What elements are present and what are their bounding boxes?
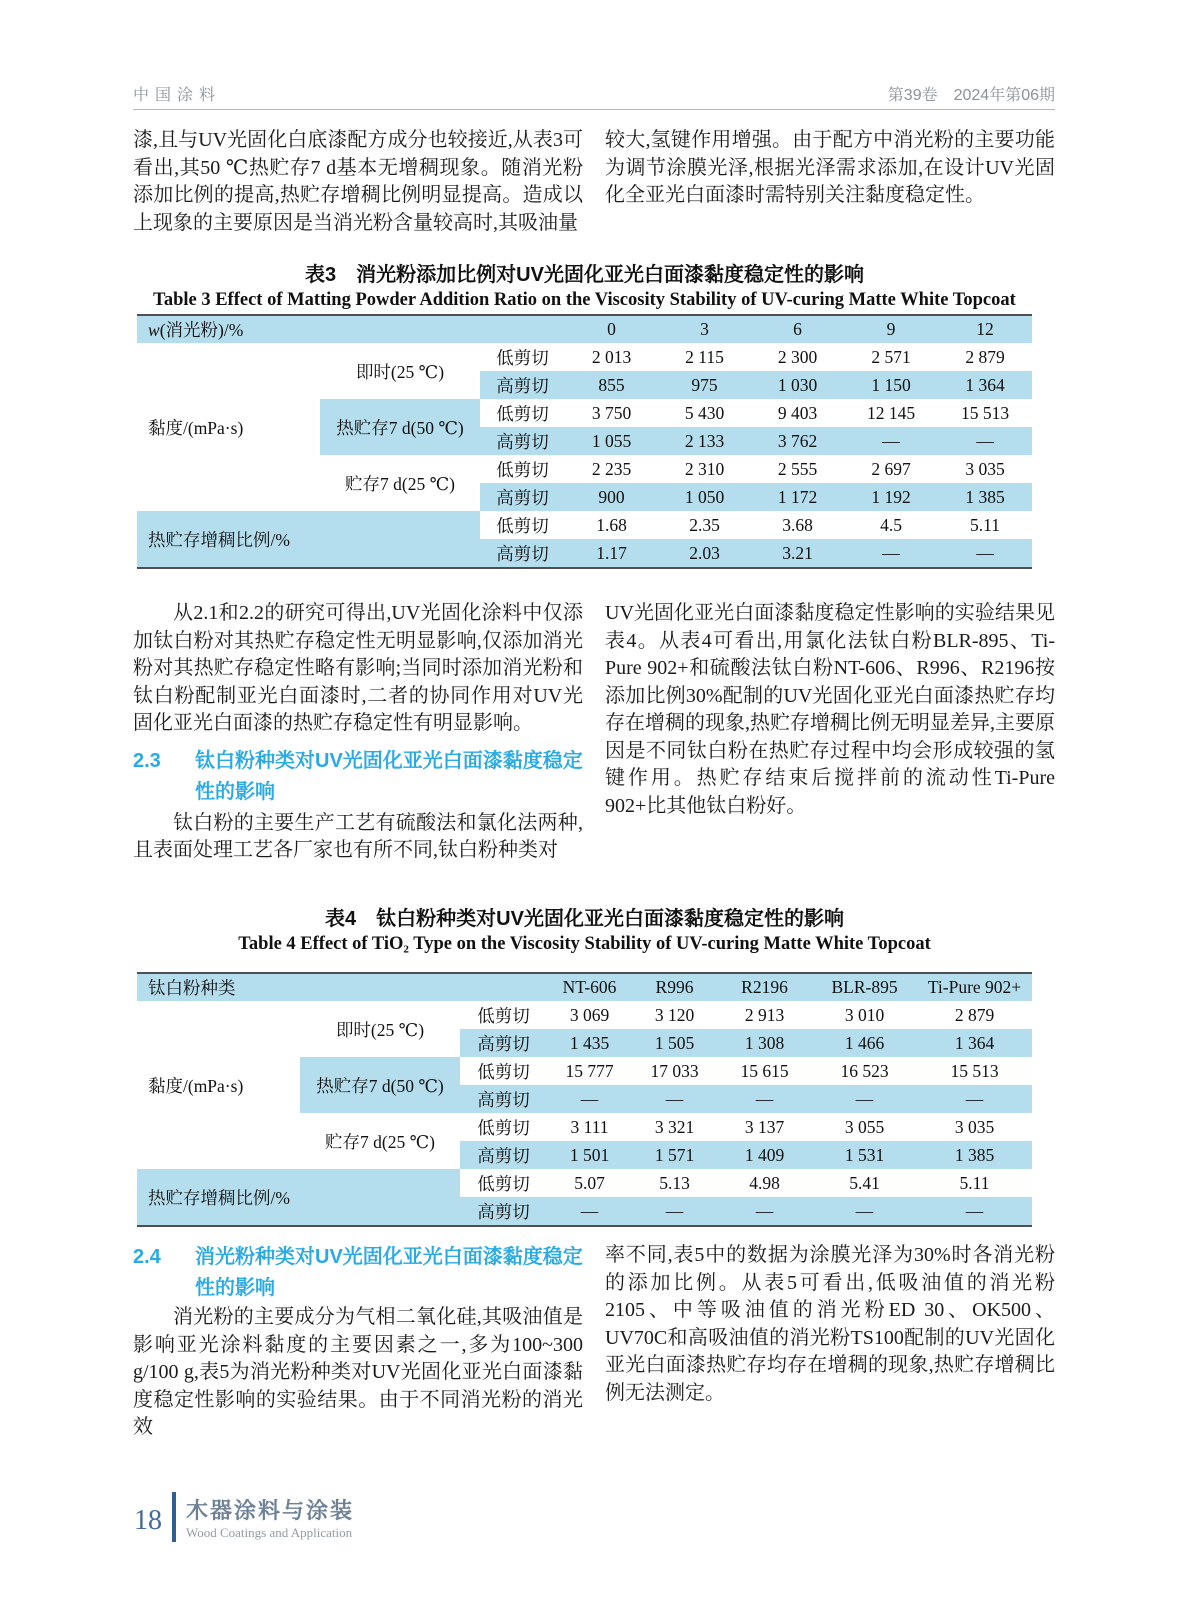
table-4 (137, 972, 1032, 1227)
paragraph: 较大,氢键作用增强。由于配方中消光粉的主要功能为调节涂膜光泽,根据光泽需求添加,在设计UV光固化全亚光白面漆时需特别关注黏度稳定性。 (605, 129, 1055, 206)
table-cell: 1 501 (547, 1141, 632, 1169)
table-cell: — (717, 1197, 812, 1226)
paragraph: 钛白粉的主要生产工艺有硫酸法和氯化法两种,且表面处理工艺各厂家也有所不同,钛白粉种类对 (133, 811, 583, 861)
left-column (133, 1242, 583, 1442)
right-column (605, 600, 1055, 865)
table-cell: 3 035 (965, 458, 1005, 479)
table-cell: 3 069 (569, 1004, 610, 1025)
shear-label: 高剪切 (480, 483, 565, 511)
shear-label: 高剪切 (480, 427, 565, 455)
table-cell: 12 145 (866, 402, 916, 423)
shear-label: 高剪切 (460, 1085, 547, 1113)
table-cell: — (938, 427, 1032, 455)
table-cell: 975 (658, 371, 751, 399)
table-3 (137, 314, 1032, 569)
right-column (605, 1242, 1055, 1442)
table-cell: — (844, 539, 938, 568)
table-cell: — (917, 1085, 1032, 1113)
table-cell: 3 321 (654, 1116, 695, 1137)
table-cell: 1 364 (938, 371, 1032, 399)
condition-label: 热贮存7 d(50 ℃) (320, 399, 480, 455)
table-cell: 2 879 (954, 1004, 995, 1025)
table-cell: — (632, 1085, 717, 1113)
table-row (137, 1169, 1032, 1197)
table3-block (137, 262, 1032, 569)
table4-block (137, 906, 1032, 1227)
table-cell: — (812, 1085, 917, 1113)
table-cell: — (917, 1197, 1032, 1226)
table-cell: 1 308 (717, 1029, 812, 1057)
shear-label: 低剪切 (496, 459, 549, 480)
footer-section-en: Wood Coatings and Application (186, 1525, 353, 1540)
variable-w: w (148, 320, 160, 340)
table-cell: 3.68 (782, 514, 813, 535)
table-cell: 1 385 (938, 483, 1032, 511)
paragraph: 率不同,表5中的数据为涂膜光泽为30%时各消光粉的添加比例。从表5可看出,低吸油值的消光粉2105、中等吸油值的消光粉ED 30、OK500、UV70C和高吸油值的消光粉TS100配制的UV光固化亚光白面漆热贮存均存在增稠的现象,热贮存增稠比例无法测定。 (605, 1244, 1055, 1404)
table-cell: 2 555 (777, 458, 818, 479)
table-cell: 2.03 (658, 539, 751, 568)
table-cell: 3 (658, 315, 751, 343)
table-cell: R2196 (717, 973, 812, 1001)
table-cell: — (547, 1197, 632, 1226)
table-cell: 1 385 (917, 1141, 1032, 1169)
table-cell: 3 137 (744, 1116, 785, 1137)
table-cell: — (844, 427, 938, 455)
table-cell: — (812, 1197, 917, 1226)
condition-label: 贮存7 d(25 ℃) (345, 473, 455, 494)
table-cell: 1 571 (632, 1141, 717, 1169)
table-cell: 2 879 (965, 346, 1005, 367)
table-row (137, 511, 1032, 539)
footer-section (186, 1492, 354, 1542)
shear-label: 低剪切 (477, 1173, 530, 1194)
table-cell: 15 777 (565, 1060, 614, 1081)
shear-label: 低剪切 (496, 347, 549, 368)
table-cell: 1 030 (751, 371, 844, 399)
table-cell: 1.17 (565, 539, 658, 568)
shear-label: 高剪切 (480, 371, 565, 399)
footer-bar (172, 1492, 176, 1542)
table-cell: 9 (844, 315, 938, 343)
table-cell: 2 013 (591, 346, 632, 367)
table-header-label: 钛白粉种类 (137, 973, 547, 1001)
table3-title-cn: 表3 消光粉添加比例对UV光固化亚光白面漆黏度稳定性的影响 (305, 264, 864, 286)
table-cell: 2 697 (871, 458, 911, 479)
table-cell: R996 (632, 973, 717, 1001)
table-row (137, 1001, 1032, 1029)
table-cell: 2 115 (685, 346, 724, 367)
table-cell: BLR-895 (812, 973, 917, 1001)
section-number: 2.4 (133, 1246, 161, 1268)
shear-label: 高剪切 (460, 1197, 547, 1226)
paragraph: 漆,且与UV光固化白底漆配方成分也较接近,从表3可看出,其50 ℃热贮存7 d基本无增稠现象。随消光粉添加比例的提高,热贮存增稠比例明显提高。造成以上现象的主要原因是当消光粉含量较高时,其吸油量 (133, 129, 583, 234)
page-footer (134, 1492, 354, 1542)
section-title: 钛白粉种类对UV光固化亚光白面漆黏度稳定性的影响 (195, 749, 583, 803)
shear-label: 高剪切 (460, 1141, 547, 1169)
table-cell: 1 172 (751, 483, 844, 511)
table-cell: 0 (565, 315, 658, 343)
row-label-viscosity: 黏度/(mPa·s) (148, 1075, 244, 1096)
table-cell: 5.13 (659, 1172, 690, 1193)
condition-label: 即时(25 ℃) (355, 361, 445, 382)
table-cell: 1 055 (565, 427, 658, 455)
table-cell: 3 750 (591, 402, 632, 423)
table-cell: 2.35 (689, 514, 720, 535)
running-head (133, 82, 1055, 105)
row-label-thicken-ratio: 热贮存增稠比例/% (137, 1169, 460, 1226)
table-row (137, 343, 1032, 371)
paragraph: 从2.1和2.2的研究可得出,UV光固化涂料中仅添加钛白粉对其热贮存稳定性无明显影响,仅添加消光粉对其热贮存稳定性略有影响;当同时添加消光粉和钛白粉配制亚光白面漆时,二者的协同作用对UV光固化亚光白面漆的热贮存稳定性有明显影响。 (133, 602, 583, 734)
table-cell: 2 913 (744, 1004, 785, 1025)
table-cell: 5.11 (970, 514, 1001, 535)
shear-label: 高剪切 (460, 1029, 547, 1057)
section-title: 消光粉种类对UV光固化亚光白面漆黏度稳定性的影响 (195, 1246, 583, 1299)
table3-title-en: Table 3 Effect of Matting Powder Addition Ratio on the Viscosity Stability of UV-curing Matte White Topcoat (153, 290, 1016, 310)
table-cell: 17 033 (650, 1060, 699, 1081)
table-cell: 1 531 (812, 1141, 917, 1169)
condition-label: 热贮存7 d(50 ℃) (300, 1057, 460, 1113)
table-cell: 3 035 (954, 1116, 995, 1137)
table-cell: — (547, 1085, 632, 1113)
table-cell: 5.07 (574, 1172, 605, 1193)
table-cell: 5.41 (849, 1172, 880, 1193)
row-label-viscosity: 黏度/(mPa·s) (148, 417, 244, 438)
shear-label: 低剪切 (477, 1117, 530, 1138)
table4-title-cn: 表4 钛白粉种类对UV光固化亚光白面漆黏度稳定性的影响 (325, 908, 844, 930)
table-cell: 1 505 (632, 1029, 717, 1057)
table-cell: 3 762 (751, 427, 844, 455)
table-cell: 900 (565, 483, 658, 511)
left-column (133, 127, 583, 237)
shear-label: 低剪切 (477, 1061, 530, 1082)
header-divider (133, 109, 1055, 110)
table-cell: 3.21 (751, 539, 844, 568)
table-cell: 2 133 (658, 427, 751, 455)
table-cell: 3 010 (844, 1004, 885, 1025)
text-band-1 (133, 127, 1055, 237)
table-cell: 6 (751, 315, 844, 343)
table-cell: 2 235 (591, 458, 632, 479)
condition-label: 贮存7 d(25 ℃) (325, 1131, 435, 1152)
table-cell: 12 (938, 315, 1032, 343)
table-cell: 1 192 (844, 483, 938, 511)
paragraph: UV光固化亚光白面漆黏度稳定性影响的实验结果见表4。从表4可看出,用氯化法钛白粉BLR-895、Ti-Pure 902+和硫酸法钛白粉NT-606、R996、R2196按添加比例30%配制的UV光固化亚光白面漆热贮存均存在增稠的现象,热贮存增稠比例无明显差异,主要原因是不同钛白粉在热贮存过程中均会形成较强的氢键作用。热贮存结束后搅拌前的流动性Ti-Pure 902+比其他钛白粉好。 (605, 602, 1055, 817)
paragraph: 消光粉的主要成分为气相二氧化硅,其吸油值是影响亚光涂料黏度的主要因素之一,多为100~300 g/100 g,表5为消光粉种类对UV光固化亚光白面漆黏度稳定性影响的实验结果。由于不同消光粉的消光效 (133, 1306, 583, 1438)
text-band-2 (133, 600, 1055, 865)
table-cell: 2 571 (871, 346, 911, 367)
table-cell: 15 513 (950, 1060, 999, 1081)
condition-label: 即时(25 ℃) (335, 1019, 425, 1040)
page-number: 18 (134, 1505, 162, 1536)
table-cell: — (938, 539, 1032, 568)
table-cell: 15 615 (740, 1060, 789, 1081)
right-column (605, 127, 1055, 237)
table-cell: 16 523 (840, 1060, 889, 1081)
section-heading-2-3 (133, 746, 583, 808)
left-column (133, 600, 583, 865)
row-label-thicken-ratio: 热贮存增稠比例/% (137, 511, 480, 568)
table-cell: 3 055 (844, 1116, 885, 1137)
table-cell: 2 300 (777, 346, 818, 367)
table-cell: — (717, 1085, 812, 1113)
text-band-3 (133, 1242, 1055, 1442)
table-cell: 1 409 (717, 1141, 812, 1169)
table-cell: 1.68 (596, 514, 627, 535)
section-heading-2-4 (133, 1242, 583, 1304)
issue-info: 第39卷 2024年第06期 (887, 87, 1055, 104)
table-header-row (137, 315, 1032, 343)
table-cell: — (632, 1197, 717, 1226)
table-cell: 15 513 (960, 402, 1010, 423)
table-cell: 9 403 (777, 402, 818, 423)
journal-name: 中国涂料 (133, 87, 222, 104)
table-cell: 3 111 (570, 1116, 609, 1137)
shear-label: 高剪切 (480, 539, 565, 568)
table-cell: 1 364 (917, 1029, 1032, 1057)
table-header-row (137, 973, 1032, 1001)
table-cell: 1 466 (812, 1029, 917, 1057)
table-cell: 5 430 (684, 402, 725, 423)
table-cell: 5.11 (959, 1172, 990, 1193)
table-cell: 2 310 (684, 458, 725, 479)
shear-label: 低剪切 (496, 403, 549, 424)
shear-label: 低剪切 (477, 1005, 530, 1026)
table-cell: 3 120 (654, 1004, 695, 1025)
table4-title-en: Table 4 Effect of TiO₂ Type on the Viscosity Stability of UV-curing Matte White Topcoat (238, 934, 931, 954)
table-header-label: w(消光粉)/% (137, 315, 565, 343)
section-number: 2.3 (133, 749, 161, 772)
table-cell: 855 (565, 371, 658, 399)
footer-section-cn: 木器涂料与涂装 (186, 1498, 355, 1523)
table-cell: 4.5 (880, 514, 902, 535)
shear-label: 低剪切 (496, 515, 549, 536)
table-cell: 1 150 (844, 371, 938, 399)
table-cell: 4.98 (749, 1172, 780, 1193)
table-cell: 1 435 (547, 1029, 632, 1057)
table-cell: 1 050 (658, 483, 751, 511)
table-cell: NT-606 (547, 973, 632, 1001)
table-cell: Ti-Pure 902+ (917, 973, 1032, 1001)
